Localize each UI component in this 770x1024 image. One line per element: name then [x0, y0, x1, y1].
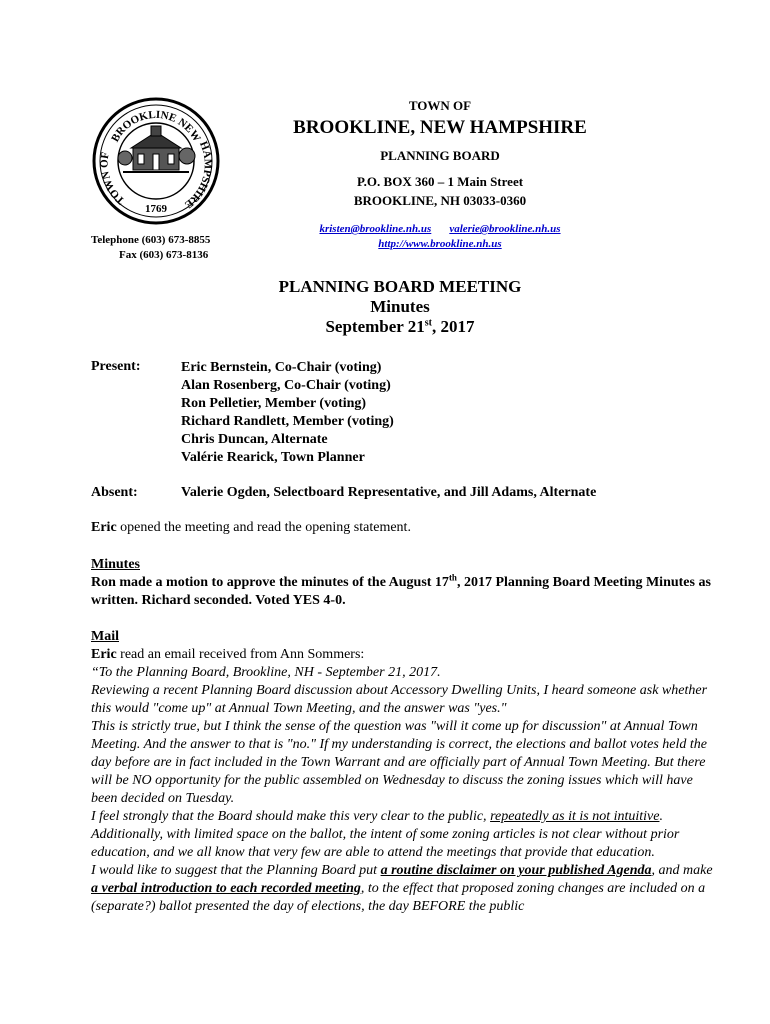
letter-paragraph: I feel strongly that the Board should make this very clear to the public, repeatedly as it is not intuitive. Additionally, with limited space on the ballot, the intent of some zoning articles is not clear without prior education, and we all know that very few are able to attend the meetings that provide that education.: [91, 809, 680, 860]
mail-section: [91, 628, 721, 916]
address-line-2: BROOKLINE, NH 03033-0360: [353, 193, 527, 208]
email-links: [250, 222, 630, 237]
meeting-subtitle: Minutes: [370, 297, 430, 316]
fax: Fax (603) 673-8136: [119, 249, 209, 261]
website-link-row: [250, 237, 630, 252]
svg-text:1769: 1769: [145, 203, 167, 215]
present-member: Chris Duncan, Alternate: [181, 432, 328, 447]
mail-heading: Mail: [91, 629, 119, 644]
minutes-section: [91, 556, 721, 610]
letter-paragraph: I would like to suggest that the Planning Board put a routine disclaimer on your published Agenda, and make a verbal introduction to each recorded meeting, to the effect that proposed zoning changes are included on a (separate?) ballot presented the day of elections, the day BEFORE the public: [91, 863, 713, 914]
meeting-title: PLANNING BOARD MEETING: [278, 277, 522, 296]
town-of-label: TOWN OF: [408, 98, 472, 113]
meeting-date: September 21st, 2017: [325, 317, 475, 336]
address-line-1: P.O. BOX 360 – 1 Main Street: [356, 174, 524, 189]
minutes-heading: Minutes: [91, 557, 140, 572]
present-member: Ron Pelletier, Member (voting): [181, 396, 367, 411]
mail-intro: Eric read an email received from Ann Sommers:: [91, 647, 365, 662]
telephone: Telephone (603) 673-8855: [91, 234, 211, 246]
svg-text:HAMPSHIRE: HAMPSHIRE: [182, 139, 214, 211]
present-member: Alan Rosenberg, Co-Chair (voting): [181, 378, 391, 393]
absent-label: Absent:: [91, 485, 138, 500]
town-name: BROOKLINE, NEW HAMPSHIRE: [293, 117, 587, 138]
email-link-kristen[interactable]: kristen@brookline.nh.us: [319, 223, 432, 235]
email-link-valerie[interactable]: valerie@brookline.nh.us: [449, 223, 561, 235]
present-label: Present:: [91, 359, 141, 374]
present-member: Valérie Rearick, Town Planner: [181, 450, 365, 465]
letterhead: [250, 97, 630, 252]
present-list: [181, 359, 394, 467]
meeting-title-block: [200, 277, 600, 337]
letter-paragraph: Reviewing a recent Planning Board discussion about Accessory Dwelling Units, I heard someone ask whether this would "come up" at Annual Town Meeting, and the answer was "yes.": [91, 683, 708, 716]
svg-text:TOWN OF: TOWN OF: [98, 151, 128, 207]
minutes-motion: Ron made a motion to approve the minutes of the August 17th, 2017 Planning Board Meeting Minutes as written. Richard seconded. Voted YES 4-0.: [91, 572, 711, 608]
town-seal-logo: [91, 96, 221, 226]
svg-text:BROOKLINE NEW: BROOKLINE NEW: [109, 108, 203, 145]
contact-phone-fax: [91, 233, 210, 263]
present-member: Eric Bernstein, Co-Chair (voting): [181, 360, 382, 375]
board-name: PLANNING BOARD: [380, 148, 500, 163]
absent-list: Valerie Ogden, Selectboard Representative, and Jill Adams, Alternate: [181, 485, 597, 500]
letter-paragraph: This is strictly true, but I think the sense of the question was "will it come up for discussion" at Annual Town Meeting. And the answer to that is "no." If my understanding is correct, the elections and ballot votes held the day before are in fact included in the Town Warrant and are officially part of Annual Town Meeting. But there will be NO opportunity for the public assembled on Wednesday to discuss the zoning issues which will have been decided on Tuesday.: [91, 719, 707, 806]
letter-salutation: “To the Planning Board, Brookline, NH - September 21, 2017.: [91, 665, 441, 680]
present-member: Richard Randlett, Member (voting): [181, 414, 394, 429]
opening-statement: Eric opened the meeting and read the opening statement.: [91, 520, 411, 535]
website-link[interactable]: http://www.brookline.nh.us: [378, 238, 502, 250]
